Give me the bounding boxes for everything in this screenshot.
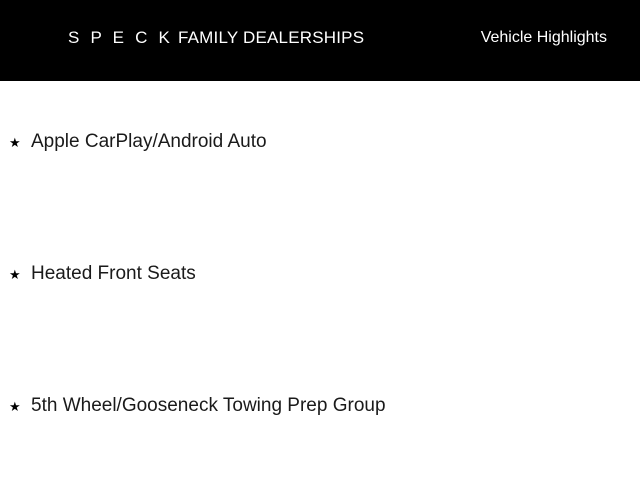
star-icon: ★ [9, 135, 21, 150]
list-item [9, 132, 267, 151]
list-item-label: Heated Front Seats [31, 263, 196, 284]
brand-title-family-dealerships: FAMILY DEALERSHIPS [177, 28, 365, 47]
brand-title-speck: S P E C K [68, 28, 174, 47]
section-title: Vehicle Highlights [480, 29, 607, 46]
brand-title [68, 28, 364, 48]
list-item-label: 5th Wheel/Gooseneck Towing Prep Group [31, 395, 386, 416]
header-bar [0, 0, 640, 81]
list-item-label: Apple CarPlay/Android Auto [31, 131, 267, 152]
list-item [9, 396, 386, 415]
star-icon: ★ [9, 267, 21, 282]
star-icon: ★ [9, 399, 21, 414]
vehicle-highlights-list [0, 81, 640, 480]
list-item [9, 264, 196, 283]
